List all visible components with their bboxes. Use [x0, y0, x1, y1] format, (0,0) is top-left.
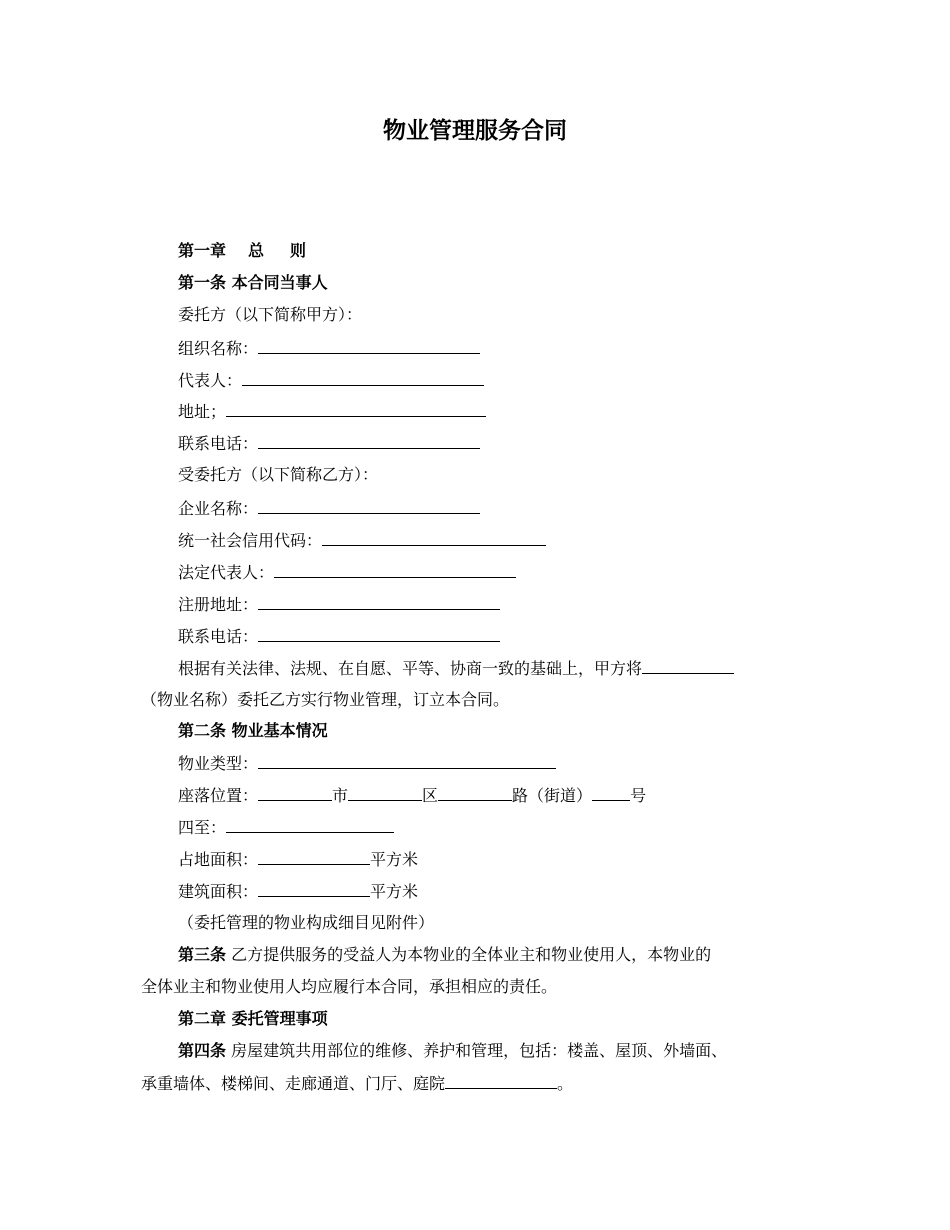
number-blank [592, 783, 630, 801]
article-3-text-1: 乙方提供服务的受益人为本物业的全体业主和物业使用人，本物业的 [226, 945, 712, 964]
credit-code-row [178, 528, 546, 552]
district-label: 区 [422, 786, 439, 805]
article-4-blank [445, 1071, 557, 1089]
land-area-row [178, 847, 418, 871]
representative-row [178, 368, 484, 392]
chapter-1-heading [178, 239, 306, 263]
article-3-line2: 全体业主和物业使用人均应履行本合同，承担相应的责任。 [141, 977, 558, 996]
agreement-paragraph-line1 [178, 656, 734, 680]
road-label: 路（街道） [512, 786, 593, 805]
credit-code-label: 统一社会信用代码： [178, 531, 323, 550]
legal-rep-label: 法定代表人： [178, 563, 275, 582]
district-blank [348, 783, 422, 801]
land-area-blank [258, 847, 370, 865]
bounds-blank [226, 815, 394, 833]
number-label: 号 [630, 786, 647, 805]
article-4-line2 [141, 1071, 573, 1095]
chapter-2-heading: 第二章 委托管理事项 [178, 1009, 328, 1028]
article-1-heading: 第一条 本合同当事人 [178, 273, 328, 292]
phone-a-blank [258, 431, 480, 449]
article-4-text-2: 承重墙体、楼梯间、走廊通道、门厅、庭院 [141, 1074, 446, 1093]
legal-rep-row [178, 560, 516, 584]
chapter-1-title-part2: 则 [290, 241, 307, 260]
address-label: 地址； [178, 402, 227, 421]
phone-b-row [178, 624, 500, 648]
property-name-blank [642, 656, 734, 674]
city-label: 市 [332, 786, 349, 805]
company-name-row [178, 496, 480, 520]
phone-a-row [178, 431, 480, 455]
representative-label: 代表人： [178, 371, 243, 390]
agreement-paragraph-line2: （物业名称）委托乙方实行物业管理，订立本合同。 [141, 690, 510, 709]
location-label: 座落位置： [178, 786, 259, 805]
building-area-unit: 平方米 [370, 882, 419, 901]
address-row [178, 399, 486, 423]
location-row [178, 783, 646, 807]
building-area-blank [258, 879, 370, 897]
chapter-1-title-part1: 总 [248, 241, 265, 260]
building-area-label: 建筑面积： [178, 882, 259, 901]
article-4-label: 第四条 [178, 1041, 227, 1060]
phone-a-label: 联系电话： [178, 434, 259, 453]
road-blank [438, 783, 512, 801]
property-type-row [178, 751, 556, 775]
attachment-note: （委托管理的物业构成细目见附件） [178, 913, 435, 932]
city-blank [258, 783, 332, 801]
org-name-label: 组织名称： [178, 339, 259, 358]
land-area-unit: 平方米 [370, 850, 419, 869]
phone-b-blank [258, 624, 500, 642]
property-type-blank [258, 751, 556, 769]
company-name-blank [258, 496, 480, 514]
company-name-label: 企业名称： [178, 499, 259, 518]
phone-b-label: 联系电话： [178, 627, 259, 646]
address-blank [226, 399, 486, 417]
article-4-text-1: 房屋建筑共用部位的维修、养护和管理，包括：楼盖、屋顶、外墙面、 [226, 1041, 728, 1060]
reg-address-label: 注册地址： [178, 595, 259, 614]
agreement-text-1: 根据有关法律、法规、在自愿、平等、协商一致的基础上，甲方将 [178, 659, 643, 678]
property-type-label: 物业类型： [178, 754, 259, 773]
credit-code-blank [322, 528, 546, 546]
article-2-heading: 第二条 物业基本情况 [178, 721, 328, 740]
bounds-row [178, 815, 394, 839]
document-title: 物业管理服务合同 [383, 118, 567, 144]
legal-rep-blank [274, 560, 516, 578]
article-4-end: 。 [557, 1074, 574, 1093]
land-area-label: 占地面积： [178, 850, 259, 869]
org-name-blank [258, 336, 480, 354]
party-b-label: 受委托方（以下简称乙方）： [178, 465, 379, 484]
reg-address-blank [258, 592, 500, 610]
org-name-row [178, 336, 480, 360]
article-3-label: 第三条 [178, 945, 227, 964]
bounds-label: 四至： [178, 818, 227, 837]
representative-blank [242, 368, 484, 386]
reg-address-row [178, 592, 500, 616]
article-4-line1 [178, 1039, 727, 1063]
chapter-1-label: 第一章 [178, 241, 227, 260]
building-area-row [178, 879, 418, 903]
party-a-label: 委托方（以下简称甲方）： [178, 305, 363, 324]
article-3-line1 [178, 943, 711, 967]
